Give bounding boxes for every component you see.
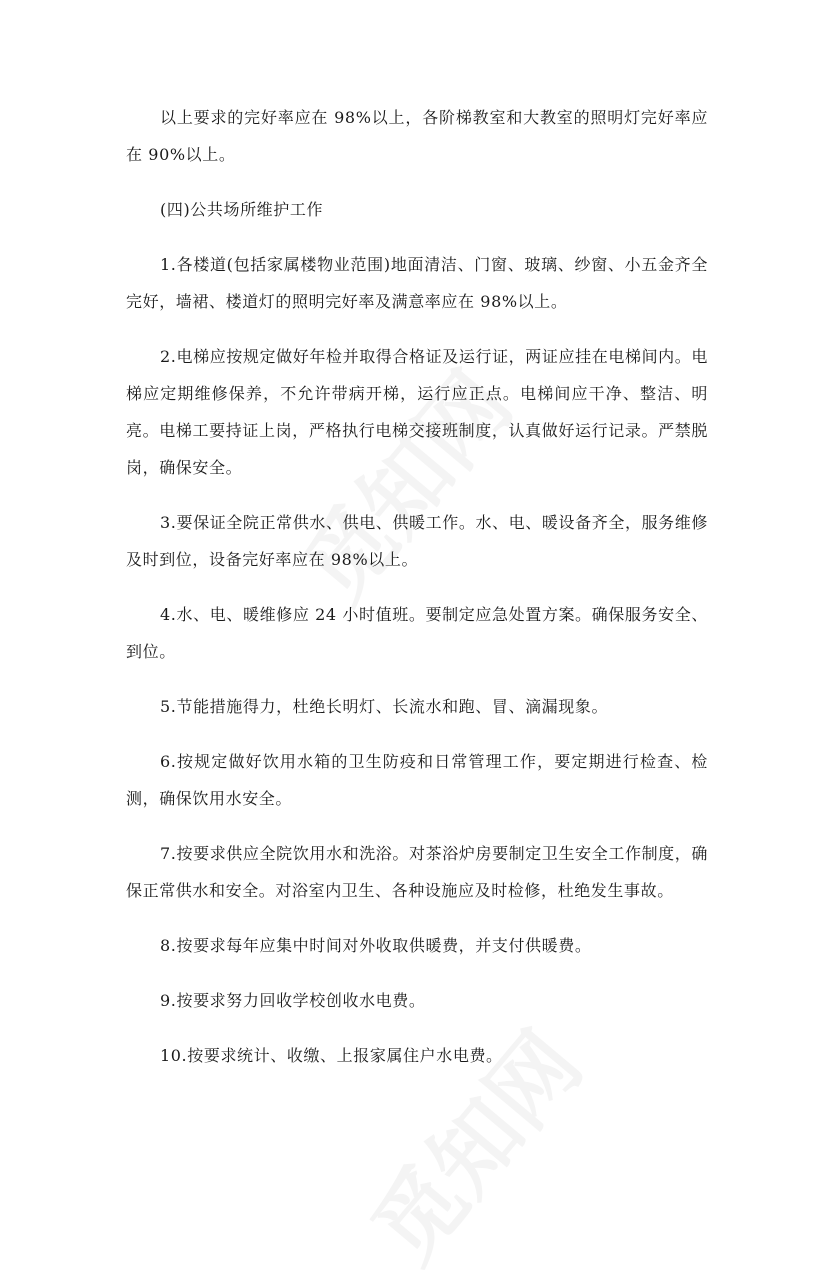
paragraph-item-10: 10.按要求统计、收缴、上报家属住户水电费。 bbox=[160, 1046, 503, 1065]
paragraph-item-4: 4.水、电、暖维修应 24 小时值班。要制定应急处置方案。确保服务安全、到位。 bbox=[126, 605, 708, 661]
section-heading-public-areas: (四)公共场所维护工作 bbox=[160, 200, 324, 219]
paragraph-item-1: 1.各楼道(包括家属楼物业范围)地面清洁、门窗、玻璃、纱窗、小五金齐全完好，墙裙、楼道灯的照明完好率及满意率应在 98%以上。 bbox=[126, 255, 708, 311]
paragraph-item-6: 6.按规定做好饮用水箱的卫生防疫和日常管理工作，要定期进行检查、检测，确保饮用水安全。 bbox=[126, 752, 708, 808]
paragraph-item-7: 7.按要求供应全院饮用水和洗浴。对茶浴炉房要制定卫生安全工作制度，确保正常供水和安全。对浴室内卫生、各种设施应及时检修，杜绝发生事故。 bbox=[126, 844, 708, 900]
paragraph-item-3: 3.要保证全院正常供水、供电、供暖工作。水、电、暖设备齐全，服务维修及时到位，设备完好率应在 98%以上。 bbox=[126, 513, 708, 569]
paragraph-item-2: 2.电梯应按规定做好年检并取得合格证及运行证，两证应挂在电梯间内。电梯应定期维修保养，不允许带病开梯，运行应正点。电梯间应干净、整洁、明亮。电梯工要持证上岗，严格执行电梯交接班制度，认真做好运行记录。严禁脱岗，确保安全。 bbox=[126, 347, 708, 477]
paragraph-item-5: 5.节能措施得力，杜绝长明灯、长流水和跑、冒、滴漏现象。 bbox=[160, 697, 609, 716]
document-page bbox=[126, 99, 708, 1065]
paragraph-item-8: 8.按要求每年应集中时间对外收取供暖费，并支付供暖费。 bbox=[160, 936, 592, 955]
paragraph-completion-rate: 以上要求的完好率应在 98%以上，各阶梯教室和大教室的照明灯完好率应在 90%以上。 bbox=[126, 108, 708, 164]
paragraph-item-9: 9.按要求努力回收学校创收水电费。 bbox=[160, 991, 426, 1010]
